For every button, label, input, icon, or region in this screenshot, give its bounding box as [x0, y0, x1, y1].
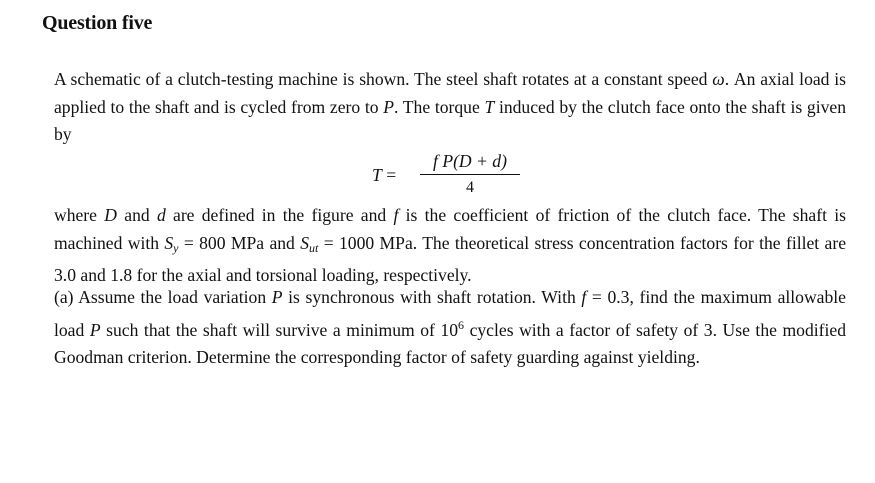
equation-numerator: f P(D + d) — [433, 151, 507, 171]
fraction-bar — [420, 174, 520, 175]
definitions-paragraph: where D and d are defined in the figure and f is the coefficient of friction of the clutch face. The shaft is machined with $S_y = 800$ MPa and $S_{ut} = 1000$ MPa. The theoretical stress concentration factors for the fillet are 3.0 and 1.8 for the axial and torsional loading, respectively. — [54, 205, 847, 285]
part-a-paragraph: (a) Assume the load variation P is synchronous with shaft rotation. With f = 0.3, find the maximum allowable load P such that the shaft will survive a minimum of $10^6$ cycles with a factor of safety of 3. Use the modified Goodman criterion. Determine the corresponding factor of safety guarding against yielding. — [54, 287, 846, 367]
part-a-label: (a) — [54, 287, 74, 307]
intro-paragraph: A schematic of a clutch-testing machine is shown. The steel shaft rotates at a constant speed ω. An axial load is applied to the shaft and is cycled from zero to P. The torque T induced by the clutch face onto the shaft is given by — [54, 69, 847, 144]
equation-denominator: 4 — [466, 179, 474, 196]
equation-fraction — [420, 150, 520, 199]
question-heading: Question five — [42, 12, 153, 34]
equation-lhs: T = — [372, 165, 397, 185]
